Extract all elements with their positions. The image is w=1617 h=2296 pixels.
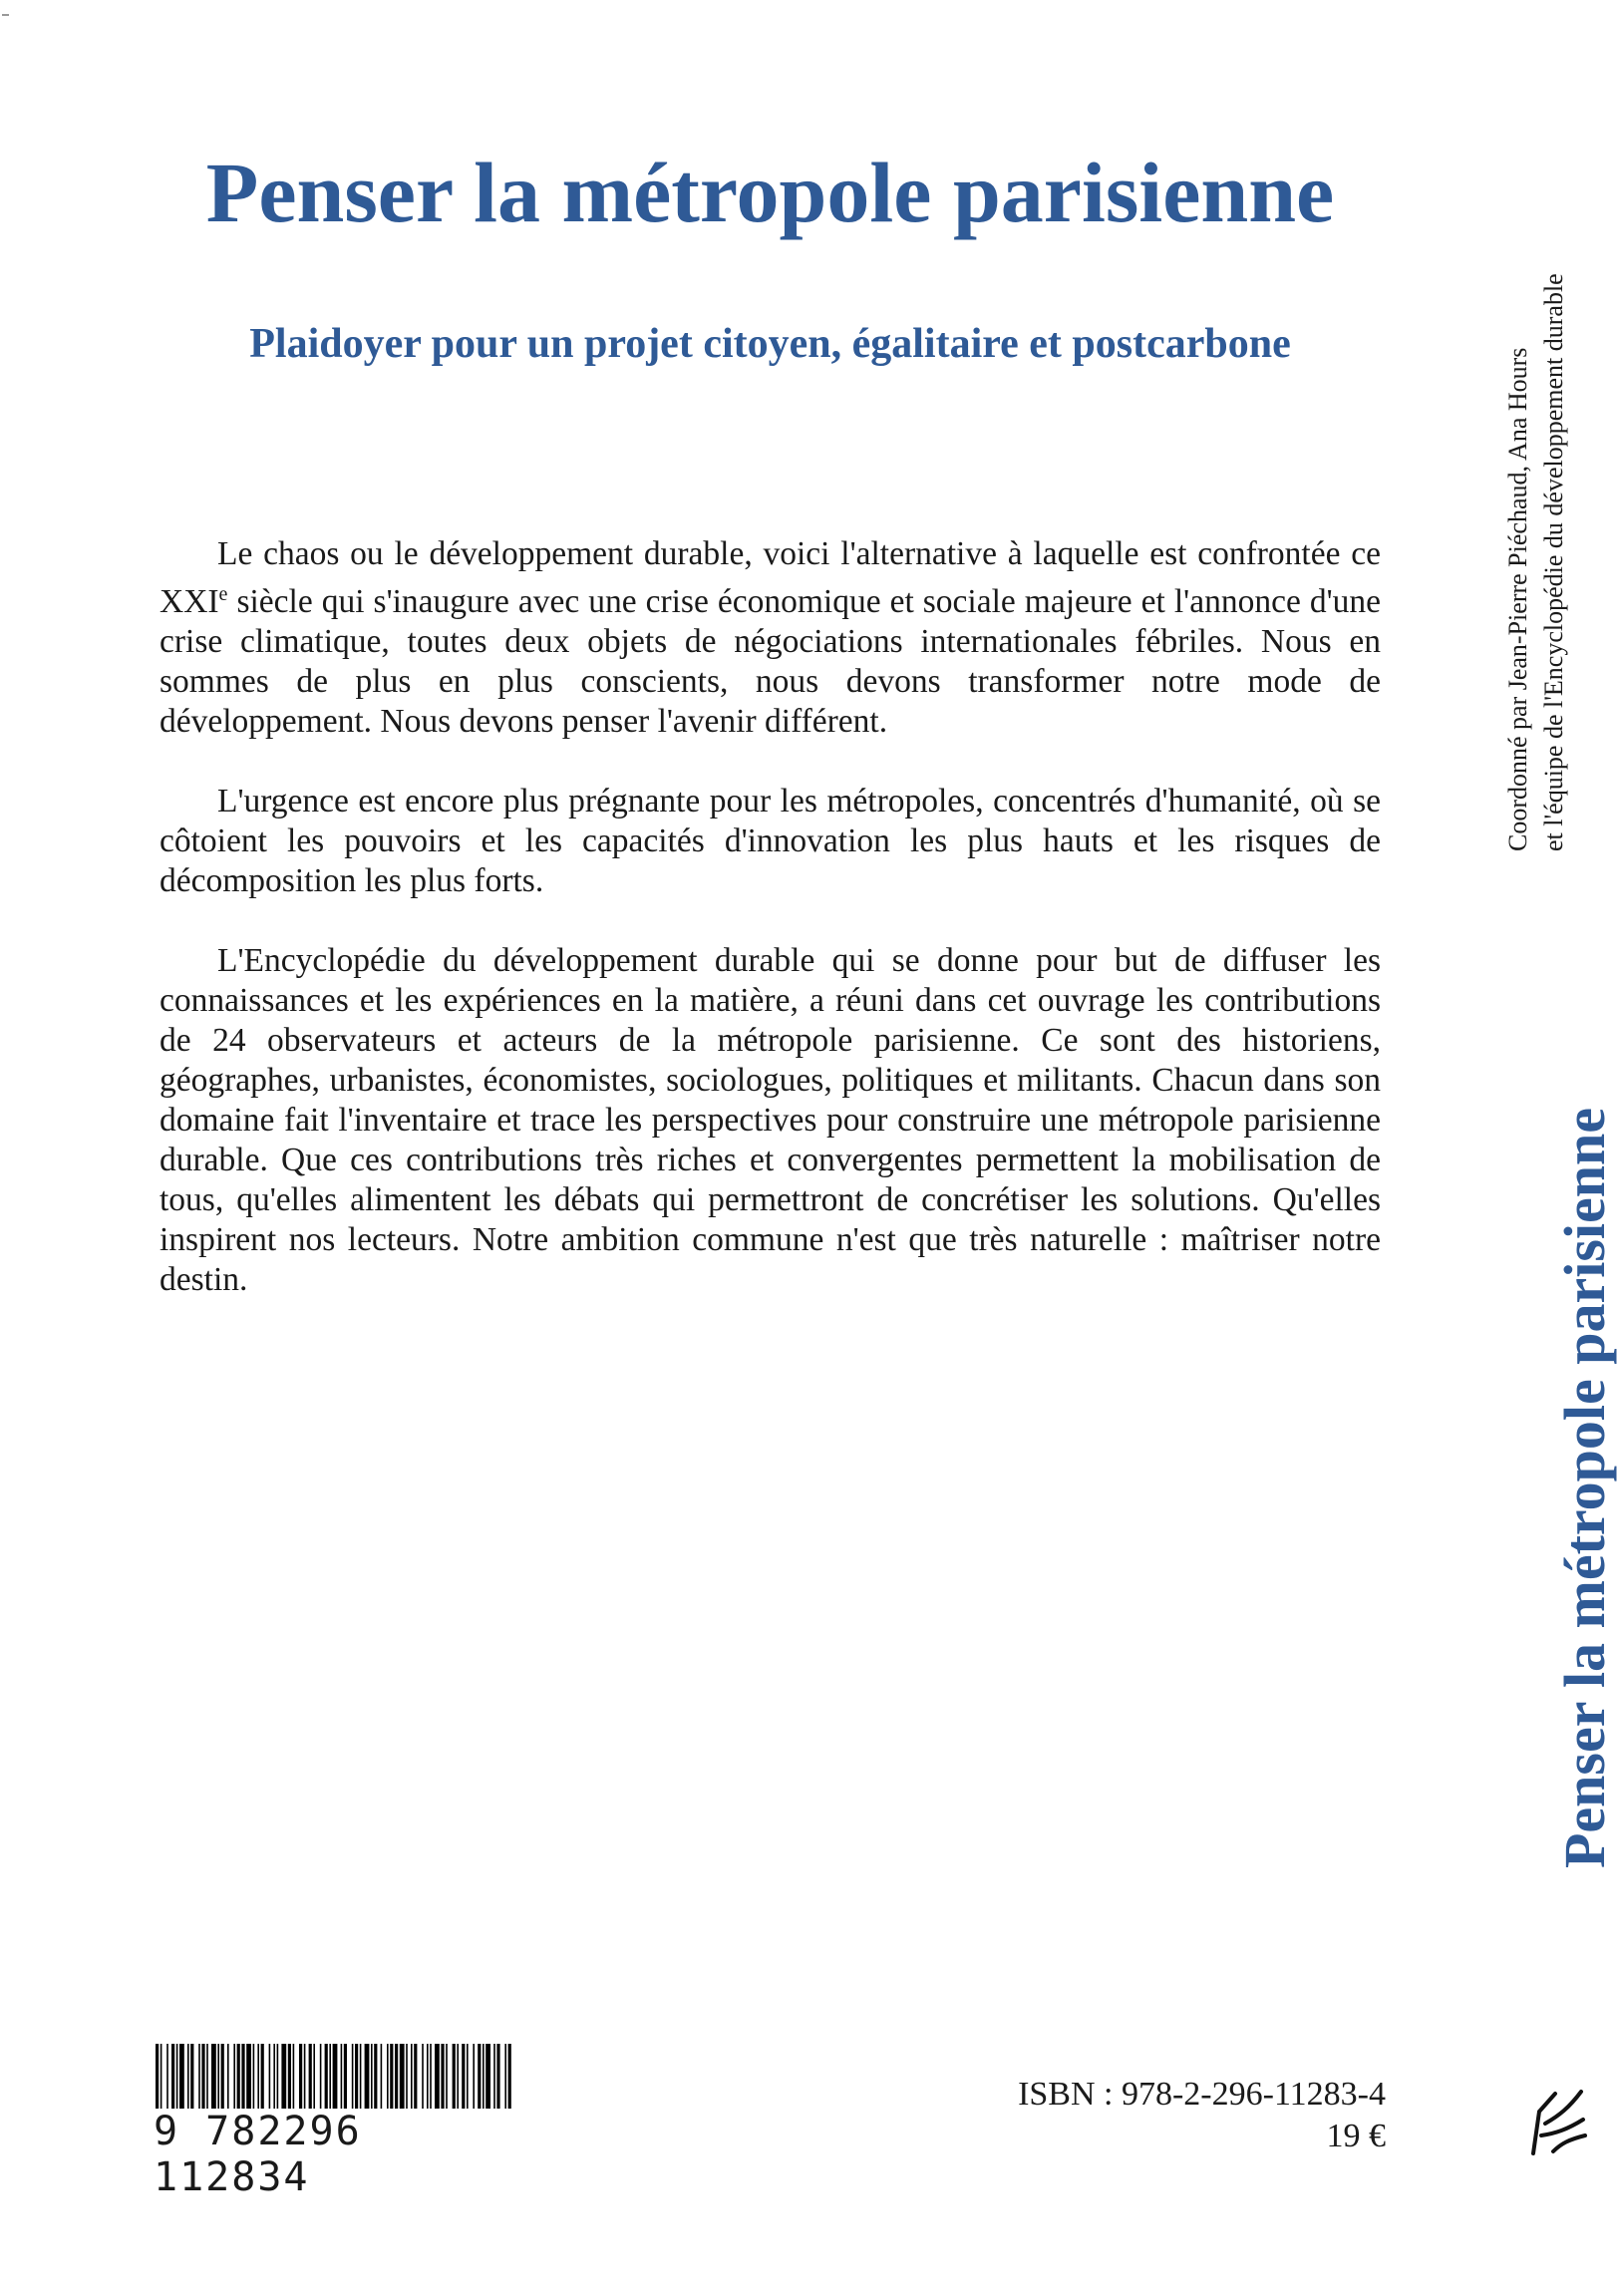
- book-subtitle: Plaidoyer pour un projet citoyen, égalitaire et postcarbone: [249, 321, 1291, 367]
- spine-credits: [1500, 164, 1572, 851]
- blurb-paragraph-1: [160, 534, 1381, 742]
- price: 19 €: [1326, 2118, 1386, 2154]
- spine-credits-line-1: Coordonné par Jean-Pierre Piéchaud, Ana Hours: [1503, 347, 1532, 851]
- isbn-price-block: [997, 2074, 1386, 2157]
- book-title: Penser la métropole parisienne: [205, 145, 1335, 240]
- spine-title: Penser la métropole parisienne: [1552, 1107, 1617, 1868]
- paragraph-1-text-a: Le chaos ou le développement durable, voici l'alternative à laquelle est confrontée ce XXI: [160, 535, 1381, 621]
- spine: [1500, 164, 1617, 1868]
- blurb-paragraph-3: L'Encyclopédie du développement durable qui se donne pour but de diffuser les connaissances et les expériences en la matière, a réuni dans cet ouvrage les contributions de 24 observateurs et acteurs de la métropole parisienne. Ce sont des historiens, géographes, urbanistes, économistes, sociologues, politiques et militants. Chacun dans son domaine fait l'inventaire et trace les perspectives pour construire une métropole parisienne durable. Que ces contributions très riches et convergentes permettent la mobilisation de tous, qu'elles alimentent les débats qui permettront de concrétiser les solutions. Qu'elles inspirent nos lecteurs. Notre ambition commune n'est que très naturelle : maîtriser notre destin.: [160, 942, 1381, 1299]
- spine-credits-line-2: et l'équipe de l'Encyclopédie du développement durable: [1539, 273, 1568, 851]
- blurb-paragraph-2: L'urgence est encore plus prégnante pour les métropoles, concentrés d'humanité, où se côtoient les pouvoirs et les capacités d'innovation les plus hauts et les risques de décomposition les plus forts.: [160, 783, 1381, 900]
- paragraph-1-text-b: siècle qui s'inaugure avec une crise économique et sociale majeure et l'annonce d'une crise climatique, toutes deux objets de négociations internationales fébriles. Nous en sommes de plus en plus conscients, nous devons transformer notre mode de développement. Nous devons penser l'avenir différent.: [160, 583, 1381, 741]
- century-superscript: e: [218, 583, 228, 605]
- harmattan-logo-icon: [1525, 2084, 1595, 2163]
- back-cover-blurb: [160, 534, 1381, 1340]
- crop-mark: [2, 14, 9, 16]
- isbn-number: ISBN : 978-2-296-11283-4: [1018, 2076, 1386, 2113]
- barcode-digits: 9 782296 112834: [150, 2109, 526, 2200]
